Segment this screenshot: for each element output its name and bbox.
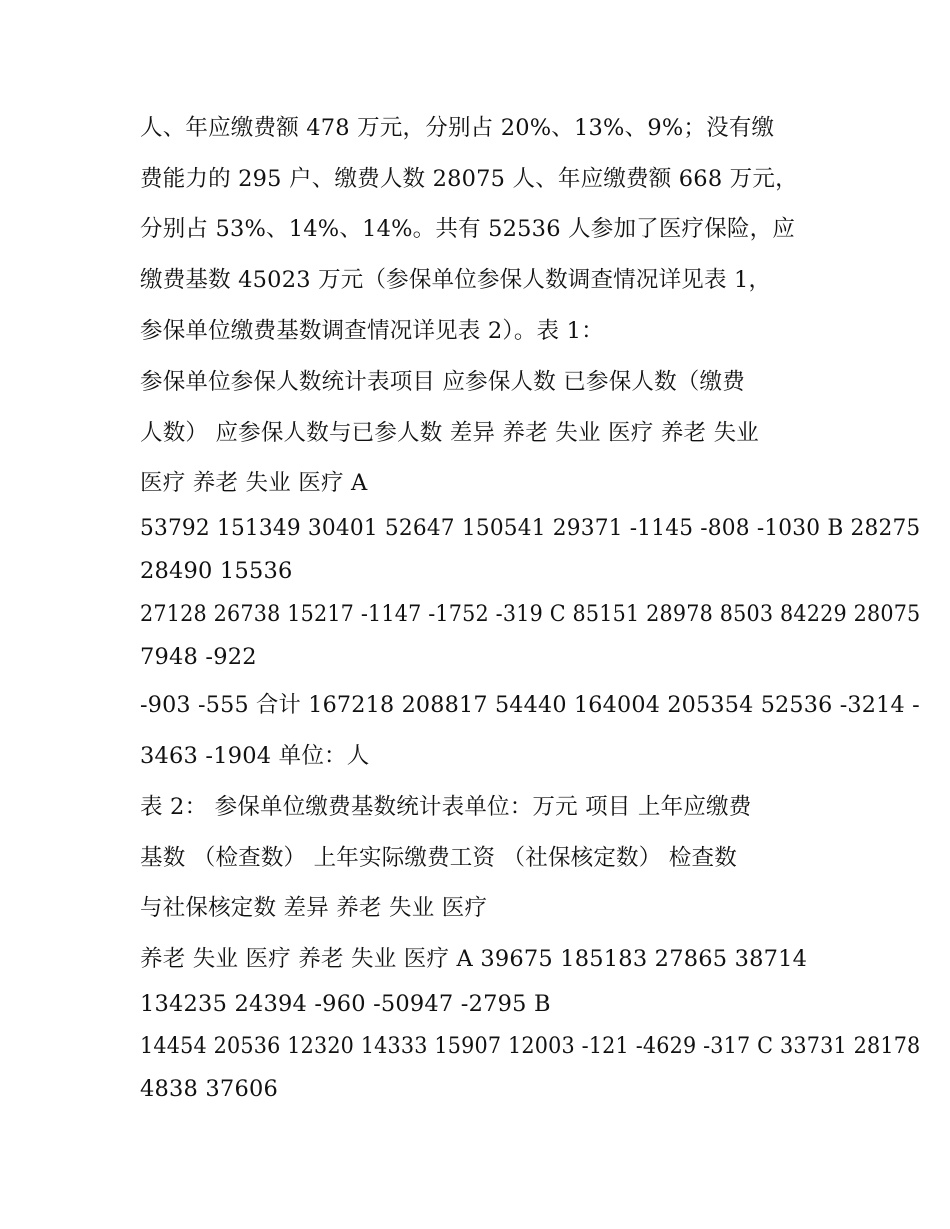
text-line: 14454 20536 12320 14333 15907 12003 -121 -4629 -317 C 33731 28178	[140, 1033, 921, 1059]
text-line: 医疗 养老 失业 医疗 A	[140, 470, 368, 496]
text-line: 养老 失业 医疗 养老 失业 医疗 A 39675 185183 27865 38714	[140, 946, 808, 972]
text-line: 缴费基数 45023 万元（参保单位参保人数调查情况详见表 1，	[140, 267, 772, 293]
text-line: 表 2： 参保单位缴费基数统计表单位：万元 项目 上年应缴费	[140, 794, 752, 820]
text-line: 人数） 应参保人数与已参人数 差异 养老 失业 医疗 养老 失业	[140, 420, 759, 446]
text-line: 参保单位缴费基数调查情况详见表 2）。表 1：	[140, 318, 604, 344]
text-line: 53792 151349 30401 52647 150541 29371 -1145 -808 -1030 B 28275	[140, 515, 921, 541]
text-line: 134235 24394 -960 -50947 -2795 B	[140, 991, 551, 1017]
text-line: 分别占 53%、14%、14%。共有 52536 人参加了医疗保险，应	[140, 216, 796, 242]
text-line: 与社保核定数 差异 养老 失业 医疗	[140, 895, 488, 921]
text-line: 27128 26738 15217 -1147 -1752 -319 C 85151 28978 8503 84229 28075	[140, 601, 921, 627]
text-line: 4838 37606	[140, 1076, 278, 1102]
text-line: 人、年应缴费额 478 万元，分别占 20%、13%、9%；没有缴	[140, 115, 775, 141]
text-line: 3463 -1904 单位：人	[140, 743, 370, 769]
text-line: -903 -555 合计 167218 208817 54440 164004 205354 52536 -3214 -	[140, 692, 920, 718]
text-line: 参保单位参保人数统计表项目 应参保人数 已参保人数（缴费	[140, 369, 745, 395]
text-line: 基数 （检查数） 上年实际缴费工资 （社保核定数） 检查数	[140, 845, 737, 871]
text-line: 7948 -922	[140, 644, 257, 670]
text-line: 费能力的 295 户、缴费人数 28075 人、年应缴费额 668 万元，	[140, 166, 798, 192]
text-line: 28490 15536	[140, 558, 293, 584]
